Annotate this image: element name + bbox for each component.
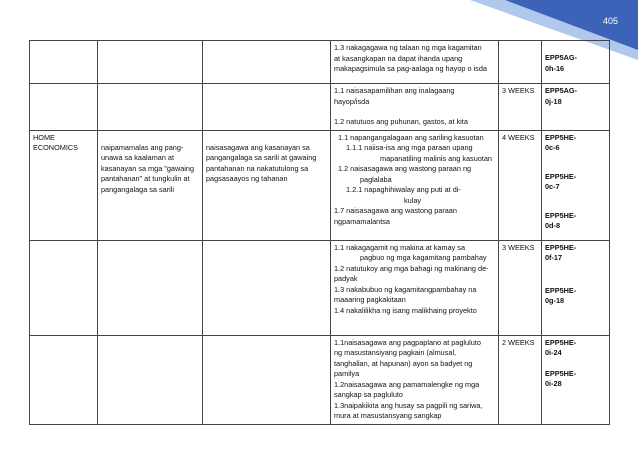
code-line: 0g-18 — [545, 296, 565, 305]
text-line: ng masustansiyang pagkain (almusal, — [334, 348, 457, 357]
text-line: pamilya — [334, 369, 360, 378]
text-line: 1.2 naisasagawa ang wastong paraan ng — [338, 164, 472, 173]
code-line: EPP5HE- — [545, 368, 577, 378]
code-cell — [542, 240, 610, 335]
text-line: ngpamamalantsa — [334, 216, 390, 226]
text-line: 1.3 nakabubuo ng kagamitangpambahay na — [334, 284, 477, 294]
code-line: 0i-24 — [545, 348, 562, 357]
code-line: 0f-17 — [545, 253, 563, 262]
code-cell — [542, 84, 610, 131]
text-line: 1.1 naisasapamilihan ang inalagaang — [334, 86, 455, 95]
competency-cell — [331, 84, 499, 131]
table-row — [30, 130, 610, 240]
text-line: sangkap sa pagluluto — [334, 390, 403, 399]
subject-line: ECONOMICS — [33, 143, 78, 152]
text-line: paglalaba — [360, 174, 392, 184]
text-line: kasanayan sa mga "gawaing — [101, 163, 195, 173]
text-line: 1.1naisasagawa ang pagpaplano at pagluluto — [334, 337, 481, 347]
text-line: pagbuo ng mga kagamitang pambahay — [360, 253, 487, 262]
code-line: EPP5HE- — [545, 171, 577, 181]
text-line: 1.4 nakalilikha ng isang malikhaing proyekto — [334, 305, 477, 315]
weeks-cell: 4 WEEKS — [499, 130, 542, 240]
performance-standard-cell — [203, 240, 331, 335]
content-standard-cell — [98, 41, 203, 84]
text-line: 1.2 natutukoy ang mga bahagi ng makinang de- — [334, 263, 489, 273]
subject-cell — [30, 84, 98, 131]
code-line: EPP5AG- — [545, 86, 578, 95]
text-line: hayop/isda — [334, 96, 370, 106]
text-line: pangangalaga sa sarili at gawaing — [206, 153, 317, 162]
text-line: mura at masustansyang sangkap — [334, 411, 442, 420]
text-line: 1.7 naisasagawa ang wastong paraan — [334, 206, 457, 215]
competency-cell — [331, 335, 499, 424]
text-line: makapagsimula sa pag-aalaga ng hayop o isda — [334, 64, 487, 73]
code-line: 0j-18 — [545, 96, 562, 106]
text-line: naipamamalas ang pang- — [101, 142, 184, 152]
table-row — [30, 240, 610, 335]
code-line: 0i-28 — [545, 379, 562, 388]
text-line: pantahanan" at tungkulin at — [101, 174, 190, 183]
code-line: 0d-8 — [545, 221, 561, 230]
text-line: pantahanan na nakatutulong sa — [206, 163, 309, 173]
code-line: 0h-16 — [545, 63, 565, 73]
code-line: EPP5HE- — [545, 132, 577, 142]
subject-cell — [30, 130, 98, 240]
text-line: 1.2 natutuos ang puhunan, gastos, at kita — [334, 117, 468, 126]
text-line: naisasagawa ang kasanayan sa — [206, 142, 310, 152]
code-line: EPP5HE- — [545, 210, 577, 220]
performance-standard-cell — [203, 130, 331, 240]
weeks-cell: 3 WEEKS — [499, 84, 542, 131]
performance-standard-cell — [203, 335, 331, 424]
content-standard-cell — [98, 130, 203, 240]
table-row — [30, 41, 610, 84]
content-standard-cell — [98, 240, 203, 335]
curriculum-table — [29, 40, 610, 425]
weeks-cell: 2 WEEKS — [499, 335, 542, 424]
performance-standard-cell — [203, 84, 331, 131]
code-line: EPP5HE- — [545, 285, 577, 295]
text-line: 1.1 napangangalagaan ang sariling kasuotan — [338, 132, 484, 142]
text-line: tanghalian, at hapunan) ayon sa badyet ng — [334, 358, 473, 368]
text-line: unawa sa kaalaman at — [101, 153, 175, 162]
code-line: 0c-6 — [545, 143, 560, 152]
text-line: 1.2.1 napaghihiwalay ang puti at di- — [346, 185, 461, 194]
weeks-cell — [499, 41, 542, 84]
competency-cell — [331, 130, 499, 240]
text-line: maaaring pagkakitaan — [334, 295, 406, 304]
code-line: EPP5HE- — [545, 337, 577, 347]
code-line: EPP5HE- — [545, 242, 577, 252]
text-line: padyak — [334, 274, 358, 283]
subject-line: HOME — [33, 132, 55, 142]
content-standard-cell — [98, 84, 203, 131]
subject-cell — [30, 240, 98, 335]
text-line: 1.1 nakagagamit ng makina at kamay sa — [334, 242, 466, 252]
competency-cell — [331, 240, 499, 335]
text-line: 1.1.1 naiisa-isa ang mga paraan upang — [346, 143, 473, 152]
weeks-cell: 3 WEEKS — [499, 240, 542, 335]
text-line: 1.2naisasagawa ang pamamalengke ng mga — [334, 379, 480, 389]
competency-cell — [331, 41, 499, 84]
table-row — [30, 84, 610, 131]
code-line: 0c-7 — [545, 182, 560, 191]
code-line: EPP5AG- — [545, 53, 578, 62]
page-number: 405 — [602, 16, 618, 26]
text-line: mapanatiling malinis ang kasuotan — [380, 153, 492, 163]
performance-standard-cell — [203, 41, 331, 84]
text-line: pagsasaayos ng tahanan — [206, 174, 288, 183]
code-cell — [542, 130, 610, 240]
text-line: pangangalaga sa sarili — [101, 184, 175, 194]
text-line: at kasangkapan na dapat ihanda upang — [334, 53, 463, 63]
text-line: 1.3 nakagagawa ng talaan ng mga kagamitan — [334, 43, 482, 52]
table-row — [30, 335, 610, 424]
content-standard-cell — [98, 335, 203, 424]
subject-cell — [30, 335, 98, 424]
code-cell — [542, 335, 610, 424]
subject-cell — [30, 41, 98, 84]
code-cell — [542, 41, 610, 84]
text-line: 1.3naipakikita ang husay sa pagpili ng sariwa, — [334, 400, 483, 410]
text-line: kulay — [404, 195, 422, 205]
